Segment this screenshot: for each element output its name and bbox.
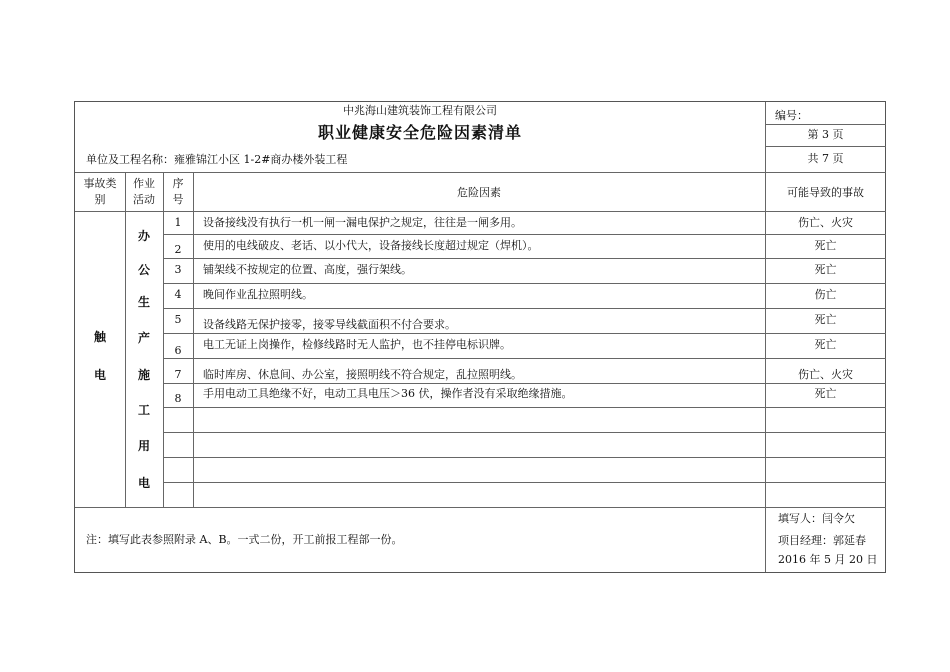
divider-number — [765, 124, 886, 125]
divider-row-7 — [163, 383, 886, 384]
row-1-hazard: 设备接线没有执行一机一闸一漏电保护之规定，往往是一闸多用。 — [203, 216, 522, 229]
row-6-consequence: 死亡 — [814, 338, 837, 351]
divider-row-1 — [163, 234, 886, 235]
column-header-seq-line2: 号 — [172, 193, 184, 206]
divider-right-column — [765, 102, 766, 572]
row-7-seq: 7 — [174, 368, 182, 381]
activity-char-8: 电 — [137, 476, 150, 490]
row-3-seq: 3 — [174, 263, 182, 276]
row-4-seq: 4 — [174, 288, 182, 301]
row-5-hazard: 设备线路无保护接零，接零导线截面积不付合要求。 — [203, 318, 456, 331]
row-5-consequence: 死亡 — [814, 313, 837, 326]
row-2-hazard: 使用的电线破皮、老话、以小代大，设备接线长度超过规定（焊机）。 — [203, 239, 539, 252]
fill-date: 2016 年 5 月 20 日 — [778, 553, 878, 566]
row-3-hazard: 铺架线不按规定的位置、高度，强行架线。 — [203, 263, 412, 276]
divider-row-3 — [163, 283, 886, 284]
activity-char-4: 产 — [137, 331, 150, 345]
divider-row-8 — [163, 407, 886, 408]
activity-char-3: 生 — [137, 295, 150, 309]
row-1-consequence: 伤亡、火灾 — [798, 216, 853, 229]
divider-row-6 — [163, 358, 886, 359]
divider-row-4 — [163, 308, 886, 309]
column-header-consequence: 可能导致的事故 — [787, 186, 864, 199]
number-label: 编号： — [775, 109, 808, 122]
column-header-activity-line2: 活动 — [133, 193, 155, 206]
project-label: 单位及工程名称： — [86, 153, 174, 166]
row-3-consequence: 死亡 — [814, 263, 837, 276]
row-6-hazard: 电工无证上岗操作，检修线路时无人监护，也不挂停电标识牌。 — [203, 338, 511, 351]
activity-char-1: 办 — [137, 229, 150, 243]
row-4-consequence: 伤亡 — [814, 288, 837, 301]
accident-type-char-2: 电 — [93, 368, 106, 382]
accident-type-char-1: 触 — [93, 330, 106, 344]
footer-note: 注：填写此表参照附录 A、B。一式二份，开工前报工程部一份。 — [86, 533, 403, 546]
project-manager: 项目经理：郭延春 — [778, 534, 866, 547]
row-7-consequence: 伤亡、火灾 — [798, 368, 853, 381]
row-5-seq: 5 — [174, 313, 182, 326]
activity-char-7: 用 — [137, 439, 150, 453]
column-header-accident-type-line1: 事故类 — [83, 177, 117, 190]
project-name: 雍雅锦江小区 1-2#商办楼外装工程 — [174, 153, 348, 166]
row-2-seq: 2 — [174, 243, 182, 256]
activity-char-6: 工 — [137, 403, 150, 417]
row-1-seq: 1 — [174, 216, 182, 229]
row-2-consequence: 死亡 — [814, 239, 837, 252]
divider-row-2 — [163, 258, 886, 259]
column-header-hazard: 危险因素 — [457, 186, 501, 199]
column-header-activity-line1: 作业 — [133, 177, 155, 190]
company-name: 中兆海山建筑装饰工程有限公司 — [343, 104, 497, 117]
page-current: 第 3 页 — [807, 128, 844, 141]
row-6-seq: 6 — [174, 344, 182, 357]
divider-page — [765, 146, 886, 147]
row-7-hazard: 临时库房、休息间、办公室，接照明线不符合规定，乱拉照明线。 — [203, 368, 522, 381]
row-8-consequence: 死亡 — [814, 387, 837, 400]
column-header-seq-line1: 序 — [172, 177, 184, 190]
divider-row-5 — [163, 333, 886, 334]
row-8-seq: 8 — [174, 392, 182, 405]
activity-char-5: 施 — [137, 368, 150, 382]
project-row — [86, 153, 347, 167]
divider-row-11 — [163, 482, 886, 483]
row-8-hazard: 手用电动工具绝缘不好，电动工具电压＞36 伏，操作者没有采取绝缘措施。 — [203, 387, 573, 400]
divider-col-seq — [193, 172, 194, 507]
activity-char-2: 公 — [137, 263, 150, 277]
page-title: 职业健康安全危险因素清单 — [317, 123, 522, 142]
row-4-hazard: 晚间作业乱拉照明线。 — [203, 288, 313, 301]
divider-row-10 — [163, 457, 886, 458]
column-header-accident-type-line2: 别 — [94, 193, 106, 206]
hazard-list-form — [74, 101, 886, 573]
divider-row-9 — [163, 432, 886, 433]
page-total: 共 7 页 — [807, 152, 844, 165]
filler-name: 填写人：闫令欠 — [778, 512, 855, 525]
